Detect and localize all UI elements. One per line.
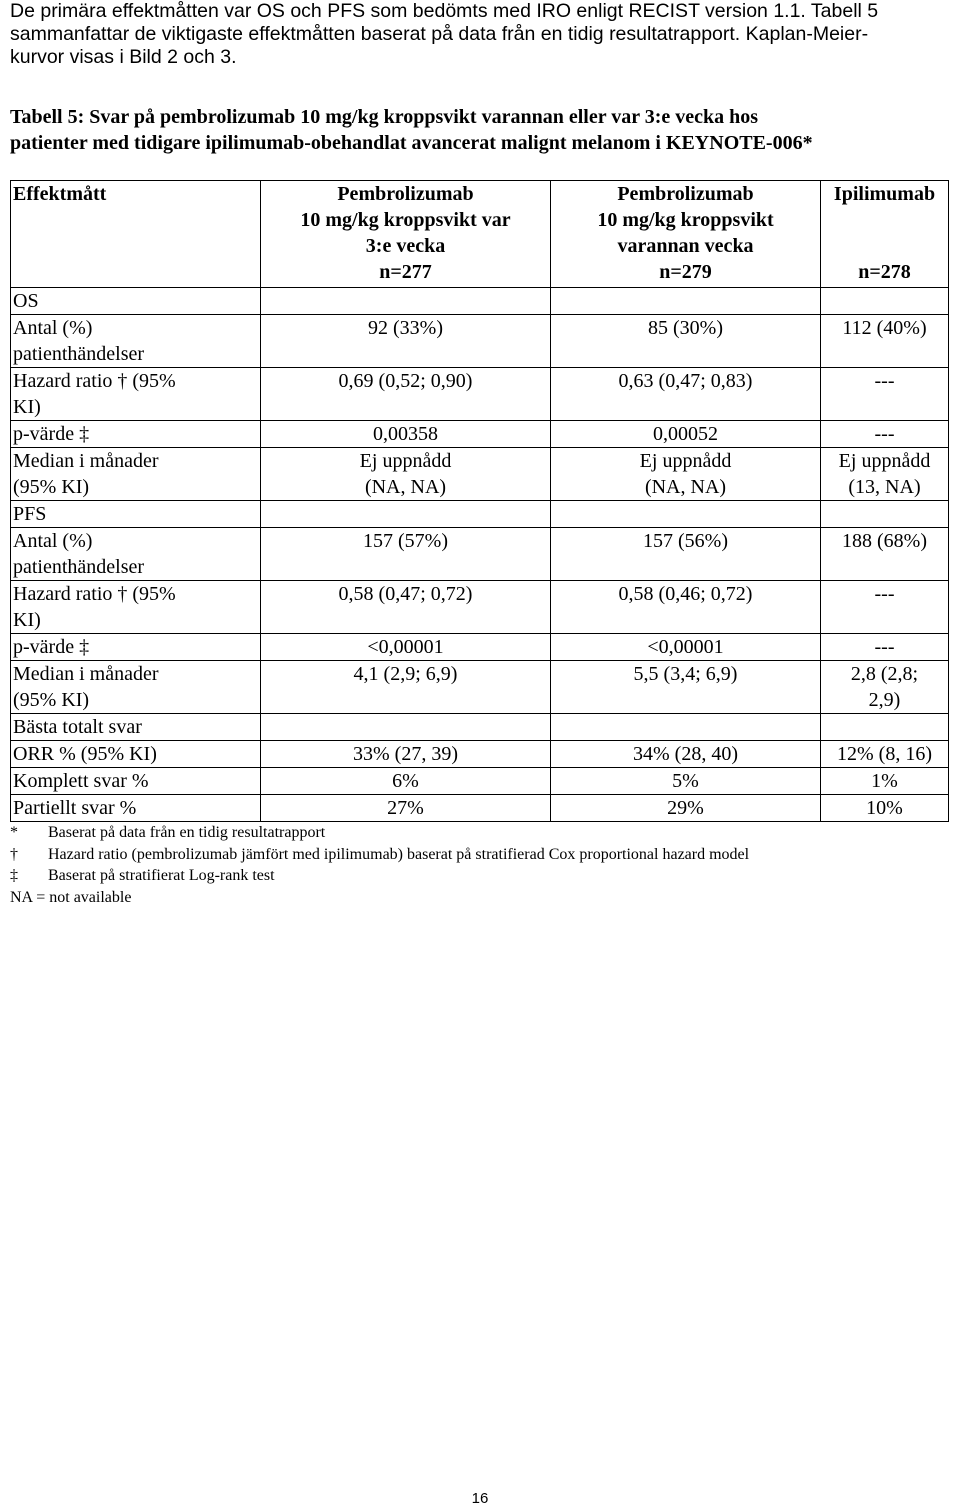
table-cell: <0,00001 [261, 634, 551, 661]
table-cell [261, 288, 551, 315]
footnote [10, 865, 950, 887]
table-cell [261, 714, 551, 741]
intro-line: kurvor visas i Bild 2 och 3. [10, 46, 237, 68]
footnote-symbol: * [10, 824, 18, 841]
table-cell: 92 (33%) [261, 315, 551, 368]
header-pembro-q3w [261, 181, 551, 288]
header-n: n=278 [858, 261, 911, 283]
table-cell: 29% [551, 795, 821, 822]
table-row [11, 368, 949, 421]
table-cell: 6% [261, 768, 551, 795]
section-label: PFS [11, 501, 261, 528]
footnote-symbol: † [10, 845, 18, 863]
table-row [11, 661, 949, 714]
table-row [11, 315, 949, 368]
table-cell: 10% [821, 795, 949, 822]
header-line: Pembrolizumab [617, 183, 754, 205]
cell-line: Ej uppnådd [639, 450, 732, 472]
table-cell: 112 (40%) [821, 315, 949, 368]
section-row-pfs [11, 501, 949, 528]
section-label: Bästa totalt svar [11, 714, 261, 741]
table-cell: 0,69 (0,52; 0,90) [261, 368, 551, 421]
table-row [11, 768, 949, 795]
row-label: Komplett svar % [11, 768, 261, 795]
row-label: ORR % (95% KI) [11, 741, 261, 768]
footnote [10, 844, 950, 866]
row-label [11, 581, 261, 634]
section-row-os [11, 288, 949, 315]
table-cell: 5% [551, 768, 821, 795]
header-line: 10 mg/kg kroppsvikt var [300, 209, 511, 231]
table-cell [821, 288, 949, 315]
row-label [11, 661, 261, 714]
efficacy-table [10, 180, 949, 822]
table-footnotes [10, 822, 950, 908]
table-cell [261, 448, 551, 501]
table-cell: 0,58 (0,46; 0,72) [551, 581, 821, 634]
table-cell [821, 661, 949, 714]
cell-line: (13, NA) [848, 476, 921, 498]
row-label-line: patienthändelser [13, 343, 145, 365]
table-cell: --- [821, 421, 949, 448]
intro-line: De primära effektmåtten var OS och PFS som bedömts med IRO enligt RECIST version 1.1. Tabell 5 [10, 0, 879, 22]
row-label [11, 368, 261, 421]
row-label-line: Median i månader [13, 663, 159, 685]
row-label-line: Hazard ratio † (95% [13, 370, 176, 392]
table-cell: 157 (56%) [551, 528, 821, 581]
header-n: n=279 [659, 261, 712, 283]
table-cell: 12% (8, 16) [821, 741, 949, 768]
cell-line: (NA, NA) [644, 476, 727, 498]
row-label [11, 528, 261, 581]
table-row [11, 528, 949, 581]
table-cell [821, 448, 949, 501]
page-number: 16 [471, 1490, 489, 1507]
table-row [11, 448, 949, 501]
table-cell: 34% (28, 40) [551, 741, 821, 768]
row-label-line: KI) [13, 396, 41, 418]
table-cell [551, 714, 821, 741]
cell-line: 2,9) [868, 689, 901, 711]
header-n: n=277 [379, 261, 432, 283]
table-cell: 0,63 (0,47; 0,83) [551, 368, 821, 421]
header-line: Pembrolizumab [337, 183, 474, 205]
footnote-symbol: ‡ [10, 867, 18, 884]
header-line: 3:e vecka [365, 235, 446, 257]
row-label-line: KI) [13, 609, 41, 631]
header-effektmatt: Effektmått [11, 181, 261, 288]
table-header-row [11, 181, 949, 288]
table-row [11, 795, 949, 822]
table-cell: 157 (57%) [261, 528, 551, 581]
table-cell: 0,00052 [551, 421, 821, 448]
cell-line: Ej uppnådd [359, 450, 452, 472]
section-label: OS [11, 288, 261, 315]
table-cell: 1% [821, 768, 949, 795]
table-caption [10, 104, 950, 156]
row-label-line: Antal (%) [13, 317, 93, 339]
table-cell: 4,1 (2,9; 6,9) [261, 661, 551, 714]
footnote-text: Baserat på data från en tidig resultatrapport [48, 824, 326, 841]
row-label-line: (95% KI) [13, 476, 90, 498]
row-label-line: patienthändelser [13, 556, 145, 578]
table-row [11, 634, 949, 661]
table-cell: 33% (27, 39) [261, 741, 551, 768]
header-pembro-q2w [551, 181, 821, 288]
row-label-line: Hazard ratio † (95% [13, 583, 176, 605]
table-cell: <0,00001 [551, 634, 821, 661]
table-row [11, 581, 949, 634]
row-label-line: Antal (%) [13, 530, 93, 552]
row-label [11, 315, 261, 368]
row-label-line: Median i månader [13, 450, 159, 472]
footnote-text: Hazard ratio (pembrolizumab jämfört med ipilimumab) baserat på stratifierad Cox proportional hazard model [48, 845, 750, 863]
table-cell: --- [821, 634, 949, 661]
table-cell [821, 714, 949, 741]
intro-paragraph [10, 0, 950, 69]
table-cell [551, 448, 821, 501]
header-line: 10 mg/kg kroppsvikt [597, 209, 774, 231]
caption-line: Tabell 5: Svar på pembrolizumab 10 mg/kg kroppsvikt varannan eller var 3:e vecka hos [10, 106, 759, 128]
table-cell: --- [821, 581, 949, 634]
row-label: p-värde ‡ [11, 634, 261, 661]
table-cell [261, 501, 551, 528]
header-line: varannan vecka [617, 235, 754, 257]
table-cell [821, 501, 949, 528]
header-ipilimumab [821, 181, 949, 288]
table-cell: 0,58 (0,47; 0,72) [261, 581, 551, 634]
table-cell [551, 288, 821, 315]
row-label-line: (95% KI) [13, 689, 90, 711]
row-label: p-värde ‡ [11, 421, 261, 448]
row-label: Partiellt svar % [11, 795, 261, 822]
footnote-text: NA = not available [10, 888, 132, 906]
section-row-best-response [11, 714, 949, 741]
table-cell: --- [821, 368, 949, 421]
header-line: Ipilimumab [833, 183, 936, 205]
table-cell: 0,00358 [261, 421, 551, 448]
cell-line: 2,8 (2,8; [850, 663, 919, 685]
footnote [10, 822, 950, 844]
cell-line: (NA, NA) [364, 476, 447, 498]
cell-line: Ej uppnådd [838, 450, 931, 472]
table-cell: 85 (30%) [551, 315, 821, 368]
footnote-text: Baserat på stratifierat Log-rank test [48, 867, 275, 884]
table-cell: 5,5 (3,4; 6,9) [551, 661, 821, 714]
intro-line: sammanfattar de viktigaste effektmåtten baserat på data från en tidig resultatrapport. Kaplan-Meier- [10, 23, 869, 45]
footnote [10, 887, 950, 909]
table-cell: 188 (68%) [821, 528, 949, 581]
row-label [11, 448, 261, 501]
caption-line: patienter med tidigare ipilimumab-obehandlat avancerat malignt melanom i KEYNOTE-006* [10, 132, 813, 154]
table-cell [551, 501, 821, 528]
table-cell: 27% [261, 795, 551, 822]
table-row [11, 421, 949, 448]
table-row [11, 741, 949, 768]
